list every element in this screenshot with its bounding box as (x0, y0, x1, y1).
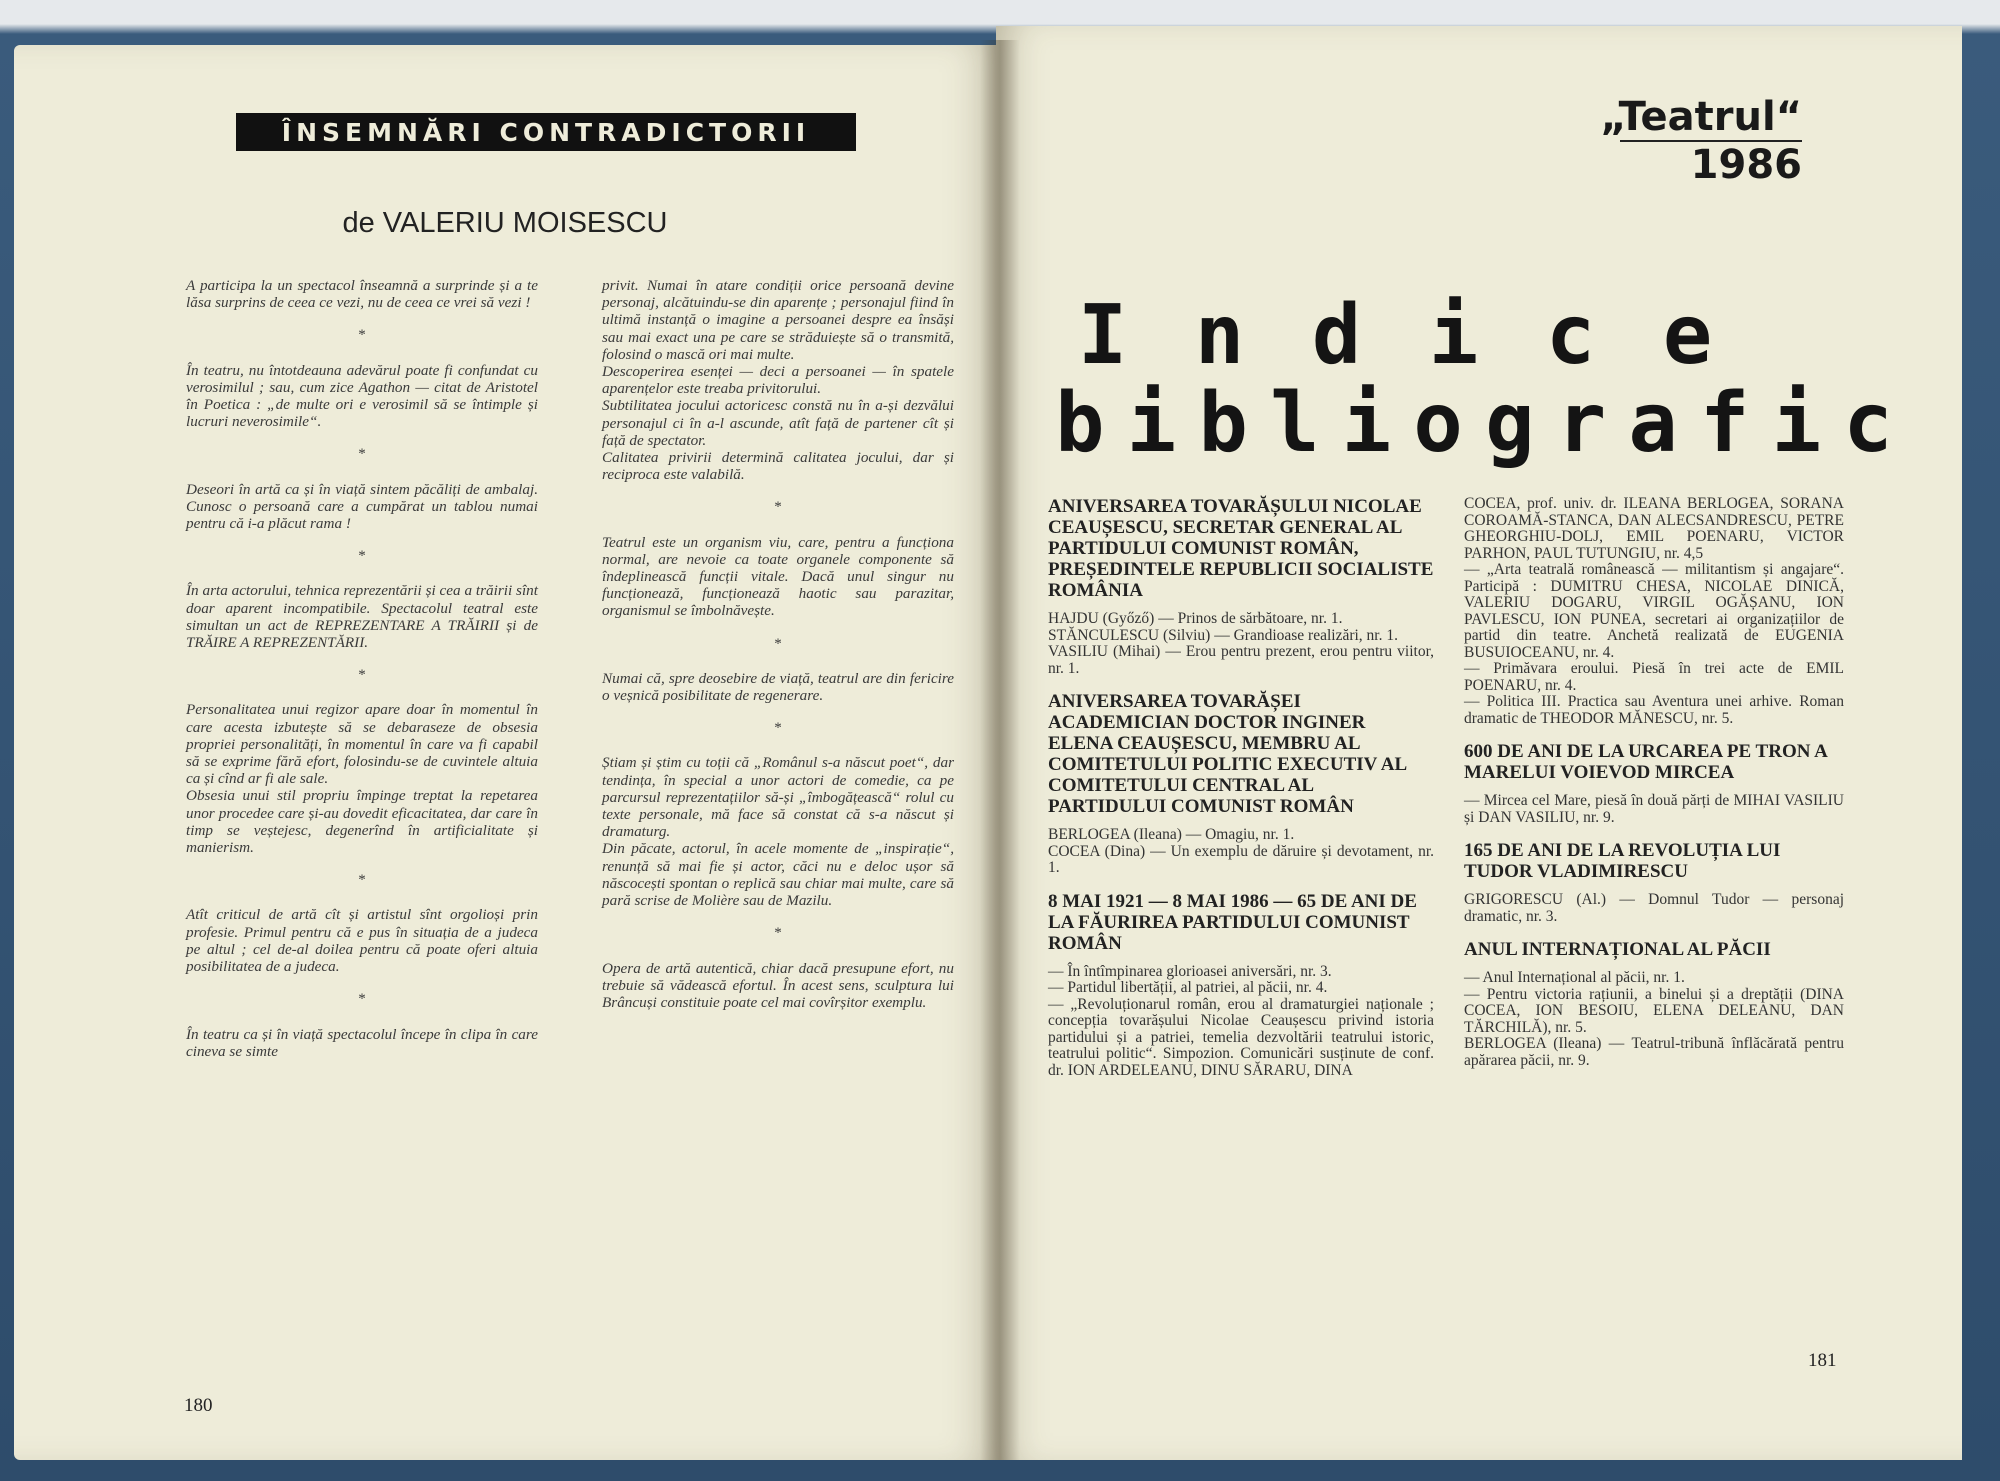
aphorism-paragraph: În teatru, nu întotdeauna adevărul poate fi confundat cu verosimilul ; sau, cum zice Agathon — citat de Aristotel în Poetica : „de multe ori e verosimil să se întimple și lucruri neverosimile“. (186, 361, 538, 431)
author-byline: de VALERIU MOISESCU (342, 207, 668, 239)
index-entry: VASILIU (Mihai) — Erou pentru prezent, erou pentru viitor, nr. 1. (1048, 643, 1434, 677)
index-entry: — Primăvara eroului. Piesă în trei acte de EMIL POENARU, nr. 4. (1464, 660, 1844, 694)
section-banner (236, 113, 856, 151)
index-entry: — Politica III. Practica sau Aventura unei arhive. Roman dramatic de THEODOR MĂNESCU, nr. 5. (1464, 693, 1844, 727)
aphorism-paragraph: Personalitatea unui regizor apare doar în momentul în care acesta izbutește să se debaraseze de obsesia propriei personalități, în momentul în care va fi capabil să se exprime fără efort, folosindu-se de cuvintele altuia ca și cînd ar fi ale sale. (186, 701, 538, 788)
heading-word-bibliografic (1044, 376, 1904, 471)
aphorism-paragraph: Atît criticul de artă cît și artistul sînt orgolioși prin profesie. Primul pentru că e pus în situația de a judeca pe altul ; cel de-al doilea pentru că poate oferi altuia posibilitatea de a judeca. (186, 906, 538, 976)
heading-letter: i (1428, 288, 1479, 383)
page-number-left: 180 (184, 1395, 213, 1416)
aphorism-paragraph: Numai că, spre deosebire de viață, teatrul are din fericire o veșnică posibilitate de regenerare. (602, 669, 954, 705)
heading-letter: c (1843, 376, 1893, 471)
aphorism-paragraph: Obsesia unui stil propriu împinge treptat la repetarea unor procedee care și-au dovedit eficacitatea, dar care în timp se veștejesc, degenerînd în artificialitate și manierism. (186, 787, 538, 857)
heading-letter: d (1311, 288, 1362, 383)
index-section-heading: 165 DE ANI DE LA REVOLUȚIA LUI TUDOR VLADIMIRESCU (1464, 840, 1781, 882)
index-entry: GRIGORESCU (Al.) — Domnul Tudor — personaj dramatic, nr. 3. (1464, 891, 1844, 925)
right-page (996, 26, 1962, 1460)
index-entry: — Anul Internațional al păcii, nr. 1. (1464, 969, 1685, 986)
heading-letter: f (1700, 376, 1750, 471)
aphorism-paragraph: Subtilitatea jocului actoricesc constă nu în a-și dezvălui personajul ci în a-l ascunde, atît față de partener cît și față de spectator. (602, 397, 954, 449)
aphorism-paragraph: Deseori în artă ca și în viață sintem păcăliți de ambalaj. Cunosc o persoană care a cumpărat un tablou numai pentru că i-a plăcut rama ! (186, 480, 538, 533)
index-entry: COCEA (Dina) — Un exemplu de dăruire și devotament, nr. 1. (1048, 842, 1434, 876)
aphorism-paragraph: Știam și știm cu toții că „Românul s-a născut poet“, dar tendința, în special a unor actori de comedie, ca pe parcursul reprezentațiilor să-și „îmbogățească“ rolul cu texte personale, mă face să constat că s-a născut și dramaturg. (602, 754, 954, 841)
heading-letter: I (1077, 288, 1128, 383)
separator-star: * (774, 720, 782, 737)
heading-letter: l (1270, 376, 1320, 471)
heading-letter: i (1341, 376, 1392, 471)
separator-star: * (358, 327, 366, 344)
index-section-heading: 600 DE ANI DE LA URCAREA PE TRON A MARELUI VOIEVOD MIRCEA (1464, 741, 1827, 783)
separator-star: * (774, 925, 782, 942)
left-page (14, 45, 996, 1460)
index-section-heading: ANIVERSAREA TOVARĂȘULUI NICOLAE CEAUȘESCU, SECRETAR GENERAL AL PARTIDULUI COMUNIST ROMÂN, PREȘEDINTELE REPUBLICII SOCIALISTE ROMÂNIA (1048, 496, 1434, 601)
heading-word-indice (1044, 288, 1746, 383)
book-spine-shadow (980, 40, 1020, 1460)
spacer (1464, 826, 1844, 840)
index-entry: — „Revoluționarul român, erou al dramaturgiei naționale ; concepția tovarășului Nicolae Ceaușescu privind istoria partidului și a patriei, temelia dezvoltării teatrului istoric, teatrului politic“. Simpozion. Comunicări susținute de conf. dr. ION ARDELEANU, DINU SĂRARU, DINA (1048, 995, 1434, 1079)
aphorism-column-1 (186, 277, 538, 1060)
spacer (1464, 727, 1844, 741)
aphorism-paragraph: Din păcate, actorul, în acele momente de „inspirație“, renunță să mai fie și actor, căci nu e deloc ușor să născocești spontan o replică sau chiar mai multe, care să pară scrise de Molière sau de Mazilu. (602, 840, 954, 910)
aphorism-paragraph: A participa la un spectacol înseamnă a surprinde și a te lăsa surprins de ceea ce vezi, nu de ceea ce vrei să vezi ! (186, 277, 538, 312)
separator-star: * (358, 667, 366, 684)
spacer (1048, 677, 1434, 691)
aphorism-paragraph: În arta actorului, tehnica reprezentării și cea a trăirii sînt doar aparent incompatibile. Spectacolul teatral este simultan un act de REPREZENTARE A TRĂIRII și de TRĂIRE A REPREZENTĂRII. (186, 582, 538, 652)
index-entry: — Mircea cel Mare, piesă în două părți de MIHAI VASILIU și DAN VASILIU, nr. 9. (1464, 792, 1844, 826)
journal-year: 1986 (1690, 142, 1802, 188)
separator-star: * (358, 548, 366, 565)
aphorism-paragraph: Teatrul este un organism viu, care, pentru a funcționa normal, are nevoie ca toate organele componente să îndeplinească funcții vitale. Dacă unul singur nu funcționează, funcționează haotic sau parazitar, organismul se îmbolnăvește. (602, 533, 954, 620)
spacer (1048, 877, 1434, 891)
heading-letter: b (1055, 376, 1105, 471)
index-entry: HAJDU (Győző) — Prinos de sărbătoare, nr. 1. (1048, 610, 1343, 627)
index-entry: STĂNCULESCU (Silviu) — Grandioase realizări, nr. 1. (1048, 626, 1398, 644)
index-section-heading: ANIVERSAREA TOVARĂȘEI ACADEMICIAN DOCTOR INGINER ELENA CEAUȘESCU, MEMBRU AL COMITETULUI POLITIC EXECUTIV AL COMITETULUI CENTRAL AL PARTIDULUI COMUNIST ROMÂN (1048, 691, 1407, 817)
index-section-heading: 8 MAI 1921 — 8 MAI 1986 — 65 DE ANI DE LA FĂURIREA PARTIDULUI COMUNIST ROMÂN (1048, 890, 1417, 954)
separator-star: * (358, 991, 366, 1008)
aphorism-column-2 (602, 277, 954, 1011)
index-entry: COCEA, prof. univ. dr. ILEANA BERLOGEA, SORANA COROAMĂ-STANCA, DAN ALECSANDRESCU, PETRE GHEORGHIU-DOLJ, EMIL POENARU, VICTOR PARHON, PAUL TUTUNGIU, nr. 4,5 (1464, 495, 1844, 562)
index-entry: — Partidul libertății, al patriei, al păcii, nr. 4. (1048, 979, 1328, 996)
heading-letter: c (1545, 288, 1596, 383)
aphorism-paragraph: Descoperirea esenței — deci a persoanei — în spatele aparențelor este treaba privitorului. (602, 363, 954, 398)
index-column-2 (1464, 496, 1844, 1069)
spacer (1048, 954, 1434, 964)
index-entry: BERLOGEA (Ileana) — Omagiu, nr. 1. (1048, 826, 1295, 843)
separator-star: * (358, 446, 366, 463)
aphorism-paragraph: În teatru ca și în viață spectacolul începe în clipa în care cineva se simte (186, 1025, 538, 1060)
journal-title: „Teatrul“ (1600, 94, 1802, 140)
heading-letter: b (1198, 376, 1248, 471)
separator-star: * (774, 499, 782, 516)
aphorism-paragraph: privit. Numai în atare condiții orice persoană devine personaj, alcătuindu-se din aparențe ; personajul fiind în ultimă instanță o imagine a persoanei despre ea însăși sau mai exact una pe care se străduiește să o transmită, folosind o mască ori mai multe. (602, 277, 954, 363)
index-entry: — Pentru victoria rațiunii, a binelui și a dreptății (DINA COCEA, ION BESOIU, ELENA DELEANU, DAN TĂRCHILĂ), nr. 5. (1464, 985, 1844, 1036)
section-banner-title: ÎNSEMNĂRI CONTRADICTORII (281, 117, 811, 147)
page-number-right: 181 (1808, 1350, 1837, 1371)
index-entry: — În întîmpinarea glorioasei aniversări, nr. 3. (1048, 962, 1332, 980)
journal-title-block (1600, 94, 1802, 188)
heading-letter: i (1771, 376, 1822, 471)
heading-letter: n (1194, 288, 1245, 383)
heading-letter: a (1628, 376, 1678, 471)
heading-letter: r (1556, 376, 1607, 471)
separator-star: * (774, 635, 782, 652)
aphorism-paragraph: Opera de artă autentică, chiar dacă presupune efort, nu trebuie să vădească efortul. În acest sens, sculptura lui Brâncuși constituie poate cel mai covîrșitor exemplu. (602, 959, 954, 1011)
aphorism-paragraph: Calitatea privirii determină calitatea jocului, dar și reciproca este valabilă. (602, 449, 954, 484)
heading-letter: e (1662, 288, 1713, 383)
index-entry: — „Arta teatrală românească — militantism și angajare“. Participă : DUMITRU CHESA, NICOLAE DINICĂ, VALERIU DOGARU, VIRGIL OGĂȘANU, ION PAVLESCU, ION PUNEA, secretari ai organizațiilor de partid din teatre. Anchetă realizată de EUGENIA BUSUIOCEANU, nr. 4. (1464, 561, 1844, 661)
spacer (1464, 925, 1844, 939)
heading-letter: i (1126, 376, 1177, 471)
heading-letter: o (1413, 376, 1463, 471)
index-column-1 (1048, 496, 1434, 1079)
index-section-heading: ANUL INTERNAȚIONAL AL PĂCII (1464, 939, 1771, 960)
separator-star: * (358, 872, 366, 889)
index-entry: BERLOGEA (Ileana) — Teatrul-tribună înflăcărată pentru apărarea păcii, nr. 9. (1464, 1035, 1844, 1069)
heading-letter: g (1485, 376, 1535, 471)
